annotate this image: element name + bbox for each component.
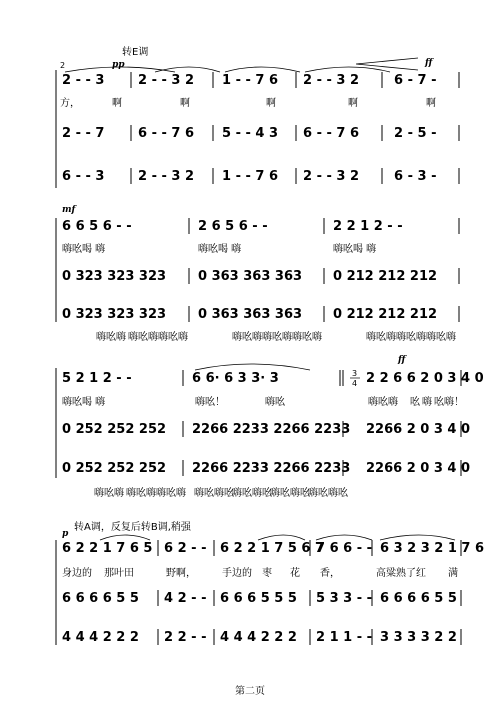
lyric: 嗨吆嗨 xyxy=(126,488,156,499)
lyric: 吆嗨！ xyxy=(434,397,464,408)
measure-2: 4 2 - - xyxy=(164,591,207,606)
lyric: 手边的 xyxy=(222,568,252,579)
slur xyxy=(100,535,455,540)
stave-3 xyxy=(62,460,470,499)
measure-5: 6 - 3 - xyxy=(394,169,437,184)
measure-4: 2 - - 3 2 xyxy=(303,73,360,88)
time-signature-top: 3 xyxy=(352,369,358,378)
measure-2: 2 - - 3 2 xyxy=(138,73,195,88)
crescendo-hairpin xyxy=(356,58,418,70)
measure-5: 6 6 6 6 5 5 xyxy=(380,591,457,606)
lyric: 嗨吆嗨 xyxy=(396,332,426,343)
lyric: 嗨吆嗨 xyxy=(368,397,398,408)
stave-3 xyxy=(62,629,461,645)
lyric: 嗨吆！ xyxy=(195,397,225,408)
measure-3: 4 4 4 2 2 2 xyxy=(220,630,297,645)
measure-3: 1 - - 7 6 xyxy=(222,169,279,184)
measure-4: 6 - - 7 6 xyxy=(303,126,360,141)
stave-2 xyxy=(62,421,470,437)
dynamic-mark-pp: pp xyxy=(112,60,125,70)
measure-1: 6 2 2 1 7 6 5 xyxy=(62,541,153,556)
lyric: 嗨吆嗨 xyxy=(292,332,322,343)
lyric: 嗨吆嗨 xyxy=(128,332,158,343)
measure-1: 2 - - 7 xyxy=(62,126,105,141)
lyric: 嗨吆嗨 xyxy=(96,332,126,343)
measure-1: 0 323 323 323 xyxy=(62,269,167,284)
lyric: 嗨吆喝 嗨 xyxy=(62,397,106,408)
measure-4: 7 6 6 - - xyxy=(316,541,373,556)
time-signature-bottom: 4 xyxy=(352,379,358,388)
measure-2: 2 - - 3 2 xyxy=(138,169,195,184)
measure-2: 0 363 363 363 xyxy=(198,269,303,284)
measure-2: 2266 2233 2266 2233 xyxy=(192,461,351,476)
lyric: 嗨吆嗨吆 xyxy=(232,488,272,499)
lyric: 高粱熟了红 xyxy=(376,568,426,579)
lyric: 啊 xyxy=(426,98,436,109)
dynamic-mark-ff: ff xyxy=(425,58,433,68)
system-3 xyxy=(56,355,484,499)
lyric: 枣 xyxy=(262,568,272,579)
measure-3: 2 2 6 6 2 0 3 4 0 xyxy=(366,371,484,386)
stave-1 xyxy=(60,67,459,109)
measure-1: 4 4 4 2 2 2 xyxy=(62,630,139,645)
measure-1: 6 6 5 6 - - xyxy=(62,219,132,234)
measure-1: 6 - - 3 xyxy=(62,169,105,184)
measure-1: 0 323 323 323 xyxy=(62,307,167,322)
dynamic-mark-ff: ff xyxy=(398,355,406,365)
measure-1: 2 - - 3 xyxy=(62,73,105,88)
lyric: 嗨吆嗨 xyxy=(426,332,456,343)
stave-3 xyxy=(62,306,459,343)
measure-3: 0 212 212 212 xyxy=(333,269,438,284)
lyric: 方， xyxy=(60,98,80,109)
lyric: 啊 xyxy=(266,98,276,109)
key-change-annotation: 转A调，反复后转B调,稍强 xyxy=(74,522,191,533)
lyric: 嗨吆嗨 xyxy=(366,332,396,343)
measure-5: 6 - 7 - xyxy=(394,73,437,88)
key-change-annotation: 转E调 xyxy=(122,47,149,58)
measure-3: 2266 2 0 3 4 0 xyxy=(366,422,471,437)
stave-2 xyxy=(62,125,459,141)
lyric: 嗨吆嗨吆 xyxy=(194,488,234,499)
measure-3: 1 - - 7 6 xyxy=(222,73,279,88)
lyric: 嗨吆嗨 xyxy=(94,488,124,499)
lyric: 身边的 xyxy=(62,568,92,579)
measure-3: 2266 2 0 3 4 0 xyxy=(366,461,471,476)
system-1 xyxy=(56,45,459,188)
system-2 xyxy=(56,205,459,343)
measure-5: 6 3 2 3 2 1 7 6 xyxy=(380,541,485,556)
lyric: 啊 xyxy=(348,98,358,109)
measure-2: 6 6· 6 3 3· 3 xyxy=(192,371,279,386)
lyric: 花 xyxy=(290,568,300,579)
measure-3: 6 2 2 1 7 5 6 7 xyxy=(220,541,325,556)
stave-2 xyxy=(62,590,461,606)
measure-2: 0 363 363 363 xyxy=(198,307,303,322)
measure-1: 5 2 1 2 - - xyxy=(62,371,132,386)
measure-3: 2 2 1 2 - - xyxy=(333,219,403,234)
measure-2: 6 - - 7 6 xyxy=(138,126,195,141)
lyric: 那叶田 xyxy=(104,568,134,579)
measure-2: 2266 2233 2266 2233 xyxy=(192,422,351,437)
stave-3 xyxy=(62,168,459,184)
lyric: 啊 xyxy=(180,98,190,109)
lyric: 嗨吆嗨 xyxy=(158,332,188,343)
dynamic-mark-p: p xyxy=(62,529,69,539)
measure-3: 5 - - 4 3 xyxy=(222,126,279,141)
lyric: 满 xyxy=(448,568,458,579)
lyric: 嗨 xyxy=(422,397,432,408)
lyric: 嗨吆喝 嗨 xyxy=(198,244,242,255)
lyric: 嗨吆嗨 xyxy=(156,488,186,499)
lyric: 啊 xyxy=(112,98,122,109)
lyric: 野啊， xyxy=(166,568,196,579)
stave-2 xyxy=(62,268,459,284)
lyric: 嗨吆嗨 xyxy=(262,332,292,343)
page-number: 第二页 xyxy=(235,686,265,697)
measure-4: 2 - - 3 2 xyxy=(303,169,360,184)
lyric: 嗨吆喝 嗨 xyxy=(62,244,106,255)
measure-5: 2 - 5 - xyxy=(394,126,437,141)
lyric: 嗨吆嗨吆 xyxy=(308,488,348,499)
stave-1 xyxy=(62,364,484,408)
system-4 xyxy=(56,520,484,645)
stave-1 xyxy=(62,218,459,255)
dynamic-mark-mf: mf xyxy=(62,205,76,215)
measure-2: 2 2 - - xyxy=(164,630,207,645)
measure-1: 6 6 6 6 5 5 xyxy=(62,591,139,606)
measure-5: 3 3 3 3 2 2 xyxy=(380,630,457,645)
measure-3: 6 6 6 5 5 5 xyxy=(220,591,297,606)
measure-4: 5 3 3 - - xyxy=(316,591,373,606)
lyric: 吆 xyxy=(410,397,420,408)
lyric: 嗨吆嗨吆 xyxy=(270,488,310,499)
lyric: 嗨吆嗨 xyxy=(232,332,262,343)
lyric: 嗨吆 xyxy=(265,397,285,408)
measure-2: 6 2 - - xyxy=(164,541,207,556)
lyric: 香， xyxy=(320,568,340,579)
repeat-number: 2 xyxy=(60,61,66,70)
stave-1 xyxy=(62,535,484,579)
measure-2: 2 6 5 6 - - xyxy=(198,219,268,234)
measure-3: 0 212 212 212 xyxy=(333,307,438,322)
slur xyxy=(195,364,310,370)
measure-1: 0 252 252 252 xyxy=(62,422,167,437)
lyric: 嗨吆喝 嗨 xyxy=(333,244,377,255)
measure-1: 0 252 252 252 xyxy=(62,461,167,476)
measure-4: 2 1 1 - - xyxy=(316,630,373,645)
